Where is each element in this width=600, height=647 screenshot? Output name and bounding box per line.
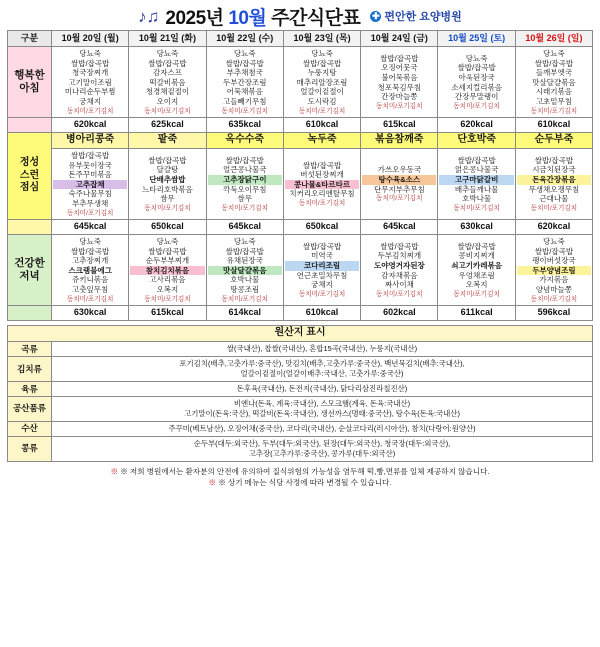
menu-item: 미나리순두부찜 (64, 87, 116, 97)
origin-value-2: 돈후육(국내산), 돈전지(국내산), 닭다리삼진라칠진산) (52, 381, 593, 396)
kimchi-note: 동치미/포기김치 (376, 195, 423, 203)
dinner-kcal-4: 602kcal (361, 306, 438, 321)
dinner-kcal-3: 610kcal (283, 306, 360, 321)
menu-item: 청국장찌개 (72, 68, 109, 78)
title-month: 10월 (228, 7, 267, 29)
lunch-kcal-2: 645kcal (206, 220, 283, 235)
menu-item-highlight: 고구마닭갈비 (439, 175, 513, 185)
menu-item: 당뇨죽 (311, 49, 333, 58)
menu-item: 궁채지 (311, 280, 333, 290)
menu-item: 당뇨죽 (156, 237, 179, 246)
menu-item: 시래기볶음 (535, 87, 573, 97)
table-header-row (8, 31, 593, 47)
kimchi-note: 동치미/포기김치 (453, 102, 500, 110)
menu-item: 간장마늘쫑 (381, 92, 418, 102)
menu-item: 간장무말랭이 (454, 92, 499, 102)
menu-item: 쌀밥/잡곡밥 (302, 58, 342, 68)
menu-item: 어묵채볶음 (226, 87, 263, 97)
menu-item: 얼큰콩나물국 (223, 165, 267, 175)
kimchi-note: 동치미/포기김치 (221, 107, 268, 115)
menu-item: 쌀밥/잡곡밥 (457, 241, 496, 251)
breakfast-label: 행복한 아침 (8, 47, 52, 118)
menu-item-highlight: 고추장닭구이 (208, 175, 282, 185)
day-header-2: 10월 22일 (수) (206, 31, 283, 47)
kimchi-note: 동치미/포기김치 (221, 295, 268, 303)
origin-value-3: 비엔나(돈육, 계육:국내산), 스모크햄(계육, 돈육:국내산) 고기말이(돈육:국산), 떡갈비(돈육:국내산), 생선까스(명태:중국산), 탕수육(돈육:국내산) (52, 396, 593, 421)
kimchi-note: 동치미/포기김치 (221, 204, 268, 212)
hospital-label: 편안한 요양병원 (384, 11, 462, 23)
menu-item: 오복지 (156, 284, 179, 294)
header-label-cell: 구분 (8, 31, 52, 47)
origin-key-4: 수산 (8, 421, 52, 436)
menu-item: 쌀밥/잡곡밥 (225, 155, 264, 165)
menu-item: 깍둑오이무침 (223, 184, 267, 194)
menu-item: 쌀밥/잡곡밥 (225, 58, 264, 68)
lunch-cell-2 (206, 149, 283, 220)
day-header-5: 10월 25일 (토) (438, 31, 515, 47)
lunch-kcal-label (8, 220, 52, 235)
menu-item: 청경채겉절이 (145, 87, 190, 97)
day-header-6: 10월 26일 (일) (515, 31, 592, 47)
menu-item-highlight: 코다리조림 (285, 261, 359, 271)
menu-item: 두부간장조림 (223, 77, 267, 87)
menu-item: 감자채볶음 (381, 270, 418, 280)
menu-item: 부추무생채 (72, 198, 109, 208)
music-note-icon: ♪♫ (138, 6, 160, 26)
menu-item: 들깨부엣국 (535, 68, 573, 78)
menu-item: 쌀밥/잡곡밥 (70, 58, 110, 68)
breakfast-kcal-label (8, 118, 52, 133)
menu-item: 청포묵김무침 (377, 82, 422, 92)
kimchi-note: 동치미/포기김치 (530, 204, 578, 212)
day-header-3: 10월 23일 (목) (283, 31, 360, 47)
menu-item: 느타리호박볶음 (142, 184, 193, 194)
origin-table (7, 325, 593, 462)
menu-item: 쌀밥/잡곡밥 (225, 246, 264, 256)
menu-item: 가지볶음 (539, 275, 569, 285)
menu-item: 호박나물 (462, 194, 492, 204)
dinner-cell-3 (283, 235, 360, 306)
origin-value-5: 순두부(대두:외국산), 두부(대두:외국산), 된장(대두:외국산), 청국장(대두:외국산), 고추장(고추가루:중국산), 콩가루(대두:외국산) (52, 436, 593, 461)
breakfast-kcal-4: 615kcal (361, 118, 438, 133)
menu-item: 쌀밥/잡곡밥 (457, 63, 496, 73)
lunch-headline-3: 녹두죽 (283, 133, 360, 149)
menu-item: 당뇨죽 (156, 49, 179, 58)
menu-item: 팽이버섯장국 (532, 256, 576, 266)
menu-item: 쌀밥/잡곡밥 (534, 155, 574, 165)
kimchi-note: 동치미/포기김치 (144, 204, 191, 212)
kimchi-note: 동치미/포기김치 (298, 199, 346, 207)
dinner-cell-2 (206, 235, 283, 306)
footer-line-2: ※ ※ 상기 메뉴는 식당 사정에 따라 변경될 수 있습니다. (208, 478, 392, 488)
dinner-row (8, 235, 593, 306)
menu-item: 궁채지 (79, 96, 102, 106)
lunch-headline-6: 순두부죽 (515, 133, 592, 149)
origin-title: 원산지 표시 (8, 326, 593, 342)
menu-item: 쌈무 (160, 194, 175, 204)
lunch-headline-row (8, 133, 593, 149)
menu-item: 쌀밥/잡곡밥 (148, 155, 187, 165)
menu-item: 쌀밥/잡곡밥 (534, 246, 574, 256)
origin-row (8, 356, 593, 381)
menu-item-highlight: 참치김치볶음 (130, 266, 204, 276)
menu-item: 아욱된장국 (458, 72, 495, 82)
dinner-kcal-row (8, 306, 593, 321)
menu-item: 양념마늘쫑 (535, 284, 573, 294)
menu-item: 버섯된장찌개 (300, 170, 344, 180)
kimchi-note: 동치미/포기김치 (66, 295, 114, 303)
breakfast-kcal-0: 620kcal (52, 118, 129, 133)
origin-value-4: 주꾸미(베트남산), 오징어채(중국산), 코다리(국내산), 순살코다리(러시아산), 참치(다랑어:원양산) (52, 421, 593, 436)
menu-item: 얼갈이겉절이 (300, 87, 344, 97)
menu-item: 당뇨죽 (233, 49, 256, 58)
dinner-cell-4 (361, 235, 438, 306)
menu-item: 불어묵볶음 (381, 72, 418, 82)
menu-item-highlight: 고추잡채 (53, 180, 127, 190)
menu-item: 쌀밥/잡곡밥 (302, 241, 342, 251)
lunch-label: 정성 스런 점심 (8, 133, 52, 220)
origin-row (8, 381, 593, 396)
menu-item-highlight: 쇠고기카레볶음 (451, 260, 502, 270)
dinner-kcal-label (8, 306, 52, 321)
lunch-headline-5: 단호박죽 (438, 133, 515, 149)
menu-item: 소세지컬리볶음 (451, 82, 502, 92)
menu-item: 쌈무 (237, 194, 252, 204)
menu-item: 두부김치찌개 (377, 251, 422, 261)
menu-item: 오징어뭇국 (381, 63, 418, 73)
origin-value-1: 포기김치(배추,고춧가루:중국산), 맛김치(배추,고춧가루:중국산), 백년묵김치(배추:국내산), 얼갈이겉절이(얼갈이배추:국내산, 고춧가루:중국산) (52, 356, 593, 381)
menu-item: 유채된장국 (226, 256, 263, 266)
lunch-cell-3 (283, 149, 360, 220)
breakfast-kcal-6: 610kcal (515, 118, 592, 133)
menu-item: 돈주꾸미볶음 (68, 170, 112, 180)
menu-item: 시금치된장국 (532, 165, 576, 175)
dinner-kcal-1: 615kcal (129, 306, 206, 321)
origin-key-2: 육류 (8, 381, 52, 396)
breakfast-kcal-row (8, 118, 593, 133)
breakfast-cell-5 (438, 47, 515, 118)
breakfast-cell-6 (515, 47, 592, 118)
breakfast-cell-3 (283, 47, 360, 118)
menu-item: 고춧잎무침 (72, 284, 109, 294)
lunch-headline-4: 볶음참깨죽 (361, 133, 438, 149)
origin-key-5: 콩류 (8, 436, 52, 461)
lunch-kcal-5: 630kcal (438, 220, 515, 235)
menu-item: 쌀밥/잡곡밥 (70, 246, 110, 256)
menu-item-highlight: 도야영거자된장 (373, 260, 425, 270)
lunch-cell-5 (438, 149, 515, 220)
menu-item: 쌀밥/잡곡밥 (70, 151, 110, 160)
cross-icon: ✚ (372, 10, 380, 21)
menu-item-highlight: 스크램블에그 (68, 265, 112, 275)
menu-item: 땅콩조림 (230, 284, 260, 294)
menu-item: 쌀밥/잡곡밥 (302, 160, 342, 170)
kimchi-note: 동치미/포기김치 (530, 107, 578, 115)
page-header (0, 0, 600, 30)
hospital-name (370, 8, 461, 24)
menu-item: 당뇨죽 (79, 49, 102, 58)
menu-item: 당뇨죽 (543, 237, 565, 246)
kimchi-note: 동치미/포기김치 (453, 290, 500, 298)
menu-item: 고초밑무침 (535, 96, 573, 106)
menu-item-highlight: 콩나물&타르타르 (285, 180, 359, 190)
menu-item: 당뇨죽 (465, 53, 488, 63)
menu-item: 매추리알장조림 (296, 77, 348, 87)
menu-item: 쌀밥/잡곡밥 (380, 241, 419, 251)
menu-item: 쥬키니볶음 (72, 275, 109, 285)
menu-item: 도시락김 (307, 96, 337, 106)
kimchi-note: 동치미/포기김치 (66, 209, 114, 217)
menu-item: 근대나물 (539, 194, 569, 204)
menu-item-highlight: 돈육간장볶음 (517, 175, 591, 185)
kimchi-note: 동치미/포기김치 (144, 107, 191, 115)
menu-item: 쌀밥/잡곡밥 (148, 58, 187, 68)
menu-item: 쌀밥/잡곡밥 (380, 53, 419, 63)
breakfast-row (8, 47, 593, 118)
menu-item: 맛살달걀볶음 (532, 77, 576, 87)
menu-item: 얽은콩나물국 (454, 165, 499, 175)
lunch-kcal-1: 650kcal (129, 220, 206, 235)
menu-item-highlight: 맛살달걀볶음 (208, 266, 282, 276)
menu-item: 부추채첨국 (226, 68, 263, 78)
lunch-headline-0: 병아리콩죽 (52, 133, 129, 149)
breakfast-kcal-1: 625kcal (129, 118, 206, 133)
lunch-kcal-row (8, 220, 593, 235)
origin-row (8, 396, 593, 421)
dinner-cell-1 (129, 235, 206, 306)
menu-item: 당뇨죽 (79, 237, 102, 246)
day-header-1: 10월 21일 (화) (129, 31, 206, 47)
menu-item: 오복지 (465, 280, 488, 290)
lunch-headline-2: 옥수수죽 (206, 133, 283, 149)
breakfast-cell-1 (129, 47, 206, 118)
origin-value-0: 쌀(국내산), 찹쌀(국내산), 혼합15곡(국내산), 누룽지(국내산) (52, 342, 593, 357)
menu-item: 가쓰오우동국 (377, 165, 422, 175)
lunch-kcal-4: 645kcal (361, 220, 438, 235)
dinner-kcal-5: 611kcal (438, 306, 515, 321)
menu-item: 연근초밀차무침 (296, 270, 348, 280)
lunch-cell-6 (515, 149, 592, 220)
menu-item: 당뇨죽 (543, 49, 565, 58)
breakfast-cell-4 (361, 47, 438, 118)
day-header-4: 10월 24일 (금) (361, 31, 438, 47)
menu-item: 호박나물 (230, 275, 260, 285)
lunch-cell-1 (129, 149, 206, 220)
title-year: 2025년 (165, 7, 224, 29)
kimchi-note: 동치미/포기김치 (376, 102, 423, 110)
menu-item: 무생채오쟁무침 (528, 184, 580, 194)
footer-line-1-text: ※ 저희 병원에서는 환자분의 안전에 유의하여 질식위험의 가능성을 염두해 떡,빵,면류를 일체 제공하지 않습니다. (120, 466, 490, 476)
origin-row (8, 436, 593, 461)
menu-item: 당뇨죽 (233, 237, 256, 246)
dinner-kcal-2: 614kcal (206, 306, 283, 321)
kimchi-note: 동치미/포기김치 (530, 295, 578, 303)
dinner-label: 건강한 저녁 (8, 235, 52, 306)
menu-item: 콩비지찌개 (458, 251, 495, 261)
menu-item: 짜사이채 (384, 280, 414, 290)
day-header-0: 10월 20일 (월) (52, 31, 129, 47)
lunch-kcal-6: 620kcal (515, 220, 592, 235)
menu-item: 누룽지탕 (307, 68, 337, 78)
origin-key-0: 곡류 (8, 342, 52, 357)
menu-item: 미역국 (311, 251, 333, 261)
dinner-kcal-0: 630kcal (52, 306, 129, 321)
breakfast-kcal-5: 620kcal (438, 118, 515, 133)
menu-item: 고추장찌개 (72, 256, 109, 266)
lunch-kcal-3: 650kcal (283, 220, 360, 235)
breakfast-kcal-3: 610kcal (283, 118, 360, 133)
kimchi-note: 동치미/포기김치 (453, 204, 500, 212)
breakfast-cell-0 (52, 47, 129, 118)
lunch-cell-0 (52, 149, 129, 220)
breakfast-cell-2 (206, 47, 283, 118)
kimchi-note: 동치미/포기김치 (298, 107, 346, 115)
footer-notes (7, 466, 593, 489)
menu-item: 숙주나물무침 (68, 189, 112, 199)
menu-item: 달걀탕 (156, 165, 179, 175)
menu-item: 고들빼기무침 (223, 96, 267, 106)
menu-item-highlight: 두부양념조림 (517, 266, 591, 276)
menu-item: 쌀밥/잡곡밥 (457, 155, 496, 165)
kimchi-note: 동치미/포기김치 (376, 290, 423, 298)
origin-key-3: 공산품류 (8, 396, 52, 421)
kimchi-note: 동치미/포기김치 (298, 290, 346, 298)
title-rest: 주간식단표 (271, 7, 361, 29)
menu-item: 단무지부추무침 (373, 184, 425, 194)
origin-row (8, 342, 593, 357)
menu-item: 순두부부찌개 (145, 256, 190, 266)
menu-item: 우엉채조림 (458, 270, 495, 280)
lunch-headline-1: 팥죽 (129, 133, 206, 149)
menu-item: 배추들깨나물 (454, 184, 499, 194)
menu-item: 쌀밥/잡곡밥 (148, 246, 187, 256)
menu-item: 치커리오리엔탈무침 (289, 189, 355, 199)
lunch-row (8, 149, 593, 220)
footer-line-2-text: ※ 상기 메뉴는 식당 사정에 따라 변경될 수 있습니다. (218, 478, 392, 488)
dinner-cell-0 (52, 235, 129, 306)
breakfast-kcal-2: 635kcal (206, 118, 283, 133)
footer-line-1: ※ ※ 저희 병원에서는 환자분의 안전에 유의하여 질식위험의 가능성을 염두해 떡,빵,면류를 일체 제공하지 않습니다. (110, 466, 490, 476)
menu-item: 감자스프 (152, 68, 182, 78)
menu-item: 유부뭇이장국 (68, 160, 112, 170)
menu-item: 고사리볶음 (149, 275, 186, 285)
kimchi-note: 동치미/포기김치 (66, 107, 114, 115)
menu-item: 고기말이조림 (68, 77, 112, 87)
dinner-kcal-6: 596kcal (515, 306, 592, 321)
page-title (165, 3, 360, 30)
dinner-cell-5 (438, 235, 515, 306)
menu-item: 오이지 (156, 96, 179, 106)
origin-row (8, 421, 593, 436)
menu-item: 쌀밥/잡곡밥 (534, 58, 574, 68)
lunch-cell-4 (361, 149, 438, 220)
dinner-cell-6 (515, 235, 592, 306)
kimchi-note: 동치미/포기김치 (144, 295, 191, 303)
menu-item-highlight: 탕수육&소스 (362, 175, 436, 185)
menu-item-highlight: 단배추쌈밥 (149, 174, 186, 184)
origin-key-1: 김치류 (8, 356, 52, 381)
menu-item: 떡갈비볶음 (149, 77, 186, 87)
menu-table (7, 30, 593, 321)
lunch-kcal-0: 645kcal (52, 220, 129, 235)
